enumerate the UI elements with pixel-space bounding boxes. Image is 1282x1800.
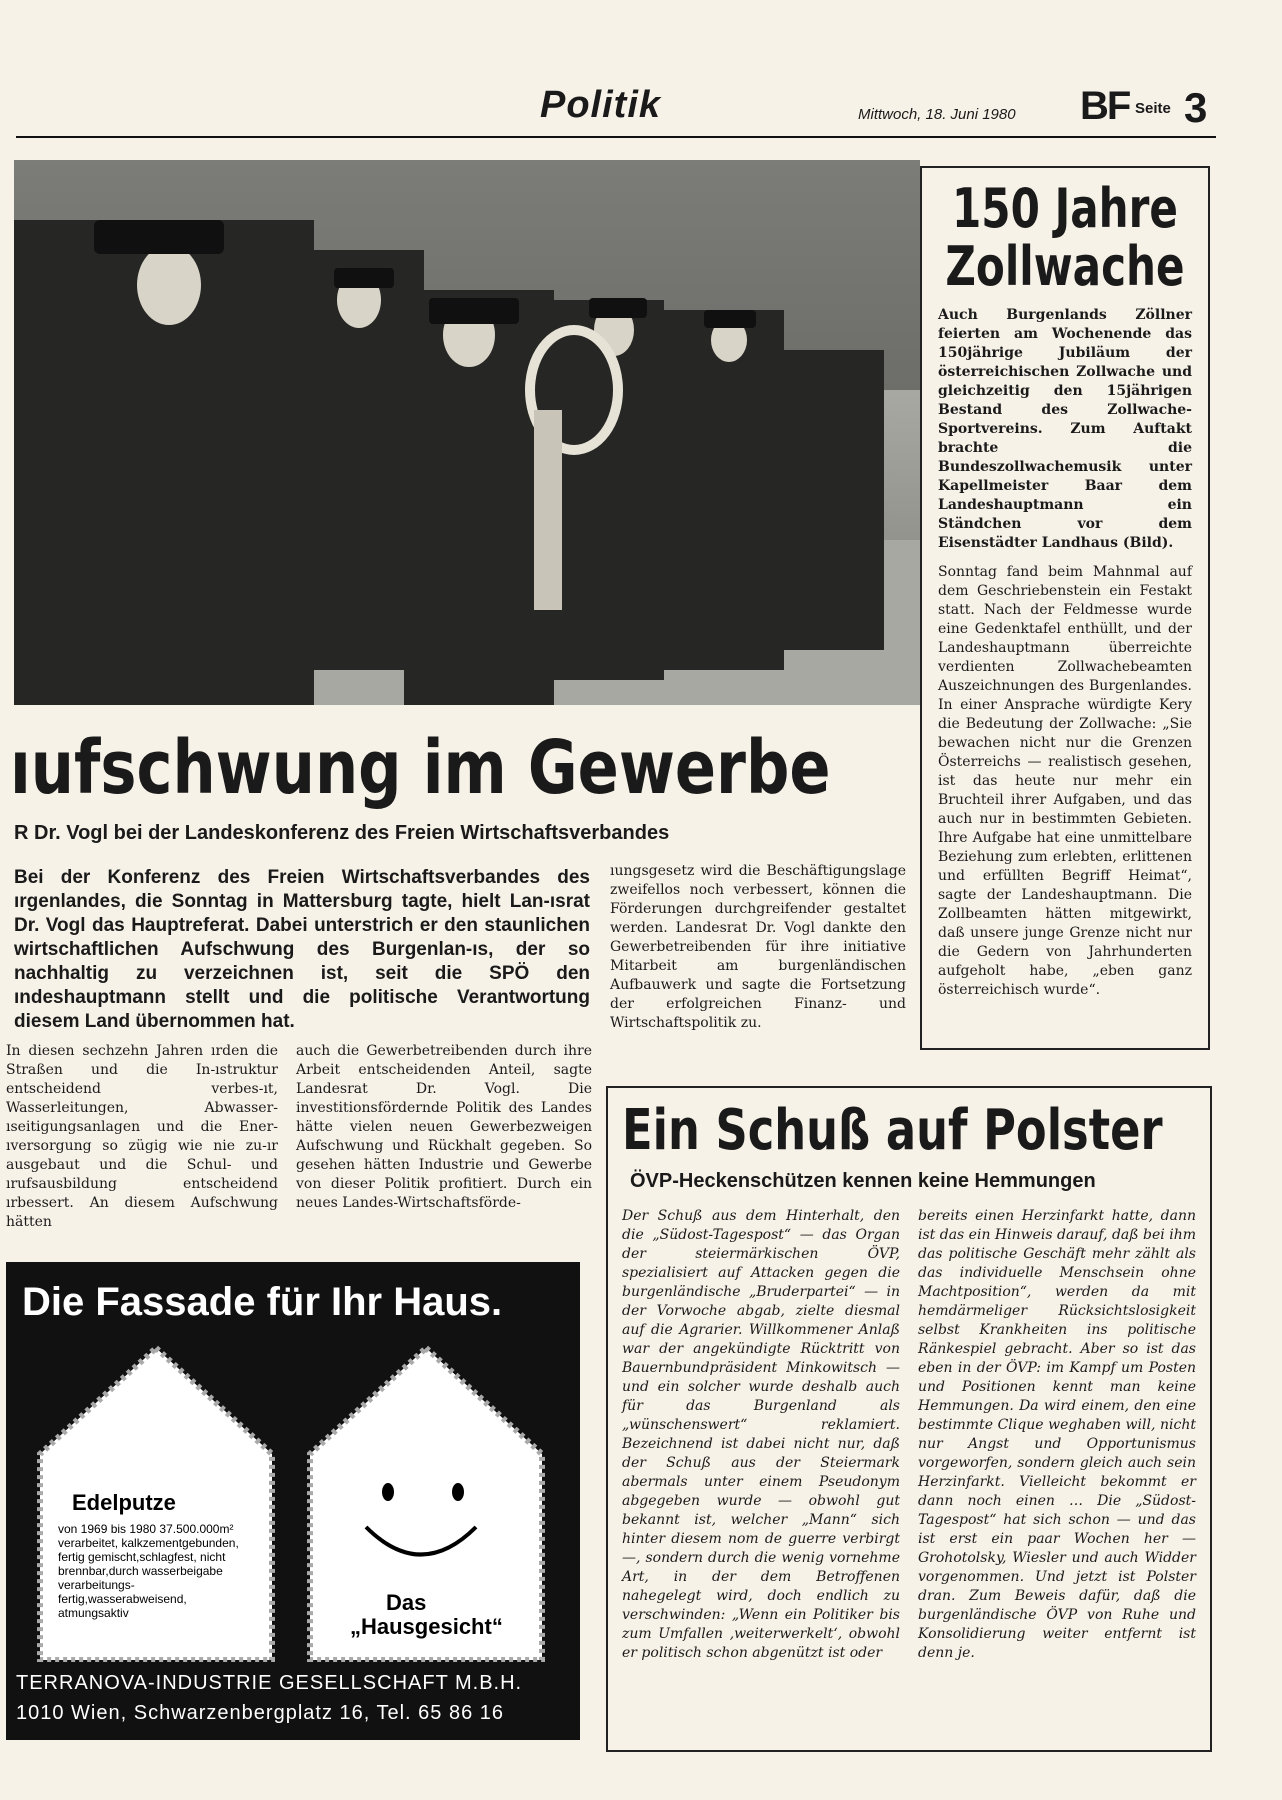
house-hausgesicht	[306, 1342, 546, 1662]
edelputze-text: von 1969 bis 1980 37.500.000m² verarbeitet, kalkzementgebunden, fertig gemischt,schlagfest, nicht brennbar,durch wasserbeigabe verarbeitungs-fertig,wasserabweisend, atmungsaktiv	[58, 1522, 239, 1620]
ad-address: 1010 Wien, Schwarzenbergplatz 16, Tel. 65 86 16	[16, 1702, 505, 1724]
page-number: 3	[1184, 84, 1208, 131]
smiley-eye-right	[452, 1483, 464, 1501]
section-title: Politik	[540, 84, 662, 126]
hausgesicht-line-1: Das	[386, 1590, 427, 1615]
hausgesicht-line-2: „Hausgesicht“	[350, 1614, 503, 1639]
aufschwung-col-1: In diesen sechzehn Jahren ırden die Straßen und die In-ıstruktur entscheidend verbes-ıt, Wasserleitungen, Abwasser-ıseitigungsanlagen und die Ener-ıversorgung so zügig wie nie zu-ır ausgebaut und die Schul- und ırufsausbildung entscheidend ırbessert. An diesem Aufschwung hätten	[6, 1043, 278, 1230]
aufschwung-headline: ıufschwung im Gewerbe	[10, 725, 831, 811]
zollwache-body: Sonntag fand beim Mahnmal auf dem Geschriebenstein ein Festakt statt. Nach der Feldmesse wurde eine Gedenktafel enthüllt, und der Landeshauptmann überreichte verdienten Zollwachebeamten Auszeichnungen des Burgenlandes. In einer Ansprache würdigte Kery die Bedeutung der Zollwache: „Sie bewachen nicht nur die Grenzen Österreichs — realistisch gesehen, ist das heute nur mehr ein Bruchteil ihrer Aufgaben, und das auch nur in bestimmten Gebieten. Ihre Aufgabe hat eine unmittelbare Beziehung zum erlebten, erlittenen und erfüllten Begriff Heimat“, sagte der Landeshauptmann. Die Zollbeamten hätten mitgewirkt, daß unsere junge Grenze nicht nur die Gedern von Jahrhunderten aufgeholt habe, „eben ganz österreichisch wurde“.	[938, 564, 1192, 998]
page-label: Seite	[1135, 100, 1171, 117]
aufschwung-lead: Bei der Konferenz des Freien Wirtschaftsverbandes des ırgenlandes, die Sonntag in Mattersburg tagte, hielt Lan-ısrat Dr. Vogl das Hauptreferat. Dabei unterstrich er den staunlichen wirtschaftlichen Aufschwung des Burgenlan-ıs, der so nachhaltig zu verzeichnen ist, seit die SPÖ den ındeshauptmann stellt und die politische Verantwortung diesem Land übernommen hat.	[14, 867, 590, 1032]
issue-date: Mittwoch, 18. Juni 1980	[858, 106, 1016, 123]
band-photo	[14, 160, 920, 705]
edelputze-title: Edelputze	[72, 1490, 176, 1515]
house-edelputze	[36, 1342, 276, 1662]
aufschwung-col-2: auch die Gewerbetreibenden durch ihre Arbeit entscheidenden Anteil, sagte Landesrat Dr. Vogl. Die investitionsfördernde Politik des Landes hätte vielen neuen Gewerbezweigen Aufschwung und Rückhalt gegeben. So gesehen hätten Industrie und Gewerbe von dieser Politik profitiert. Durch ein neues Landes-Wirtschaftsförde-	[296, 1043, 592, 1211]
aufschwung-subhead: R Dr. Vogl bei der Landeskonferenz des Freien Wirtschaftsverbandes	[14, 822, 670, 844]
newspaper-logo: BF	[1080, 84, 1130, 128]
zollwache-lead: Auch Burgenlands Zöllner feierten am Wochenende das 150jährige Jubiläum der österreichischen Zollwache und gleichzeitig den 15jährigen Bestand des Zollwache-Sportvereins. Zum Auftakt brachte die Bundeszollwachemusik unter Kapellmeister Baar dem Landeshauptmann ein Ständchen vor dem Eisenstädter Landhaus (Bild).	[938, 307, 1192, 551]
polster-article	[606, 1086, 1212, 1752]
ad-company: TERRANOVA-INDUSTRIE GESELLSCHAFT M.B.H.	[16, 1672, 523, 1694]
polster-col-2: bereits einen Herzinfarkt hatte, dann ist das ein Hinweis darauf, daß bei ihm das politische Geschäft mehr zählt als das individuelle Menschsein ohne Machtposition“, werden da mit hemdärmeliger Rücksichtslosigkeit selbst Krankheiten ins politische Ränkespiel gebracht. Aber so ist das eben in der ÖVP: im Kampf um Posten und Positionen kennt man keine Hemmungen. Da wird einem, den eine bestimmte Clique weghaben will, nicht nur Angst und Opportunismus vorgeworfen, sondern gleich auch sein Herzinfarkt. Vielleicht bekommt er dann noch einen … Die „Südost-Tagespost“ hat sich schon — und das ist erst ein paar Wochen her — Grohotolsky, Wiesler und auch Widder vorgenommen. Und jetzt ist Polster dran. Zum Beweis dafür, daß die burgenländische ÖVP von Ruhe und Konsolidierung weiter entfernt ist denn je.	[918, 1208, 1196, 1661]
terranova-advertisement	[6, 1262, 580, 1740]
polster-col-1: Der Schuß aus dem Hinterhalt, den die „Südost-Tagespost“ — das Organ der steiermärkischen ÖVP, spezialisiert auf Attacken gegen die burgenländische „Bruderpartei“ — in der Vorwoche abgab, zielte diesmal auf die Agrarier. Willkommener Anlaß war der angekündigte Rücktritt von Bauernbundpräsident Minkowitsch — und ein solcher wurde deshalb auch für das Burgenland als „wünschenswert“ reklamiert. Bezeichnend ist dabei nicht nur, daß der Schuß aus der Steiermark abermals unter einem Pseudonym abgegeben wurde — obwohl gut bekannt ist, welcher „Mann“ sich hinter diesem nom de guerre verbirgt —, sondern durch die wenig vornehme Art, in der dem Betroffenen nahegelegt wird, doch endlich zu verschwinden: „Wenn ein Politiker bis zum Umfallen ‚weiterwerkelt‘, obwohl er politisch schon abgenützt ist oder	[622, 1208, 900, 1661]
aufschwung-col-3: ıungsgesetz wird die Beschäftigungslage zweifellos noch verbessert, können die Förderungen durchgreifender gestaltet werden. Landesrat Dr. Vogl dankte den Gewerbetreibenden für ihre initiative Mitarbeit am burgenländischen Aufbauwerk und sagte die Fortsetzung der erfolgreichen Finanz- und Wirtschaftspolitik zu.	[610, 863, 906, 1031]
polster-subhead: ÖVP-Heckenschützen kennen keine Hemmungen	[630, 1170, 1096, 1192]
ad-title: Die Fassade für Ihr Haus.	[22, 1280, 503, 1324]
header-rule	[16, 136, 1216, 138]
zollwache-article	[920, 166, 1210, 1050]
zollwache-headline: 150 Jahre Zollwache	[945, 177, 1185, 298]
polster-headline: Ein Schuß auf Polster	[622, 1098, 1163, 1163]
smiley-eye-left	[382, 1483, 394, 1501]
